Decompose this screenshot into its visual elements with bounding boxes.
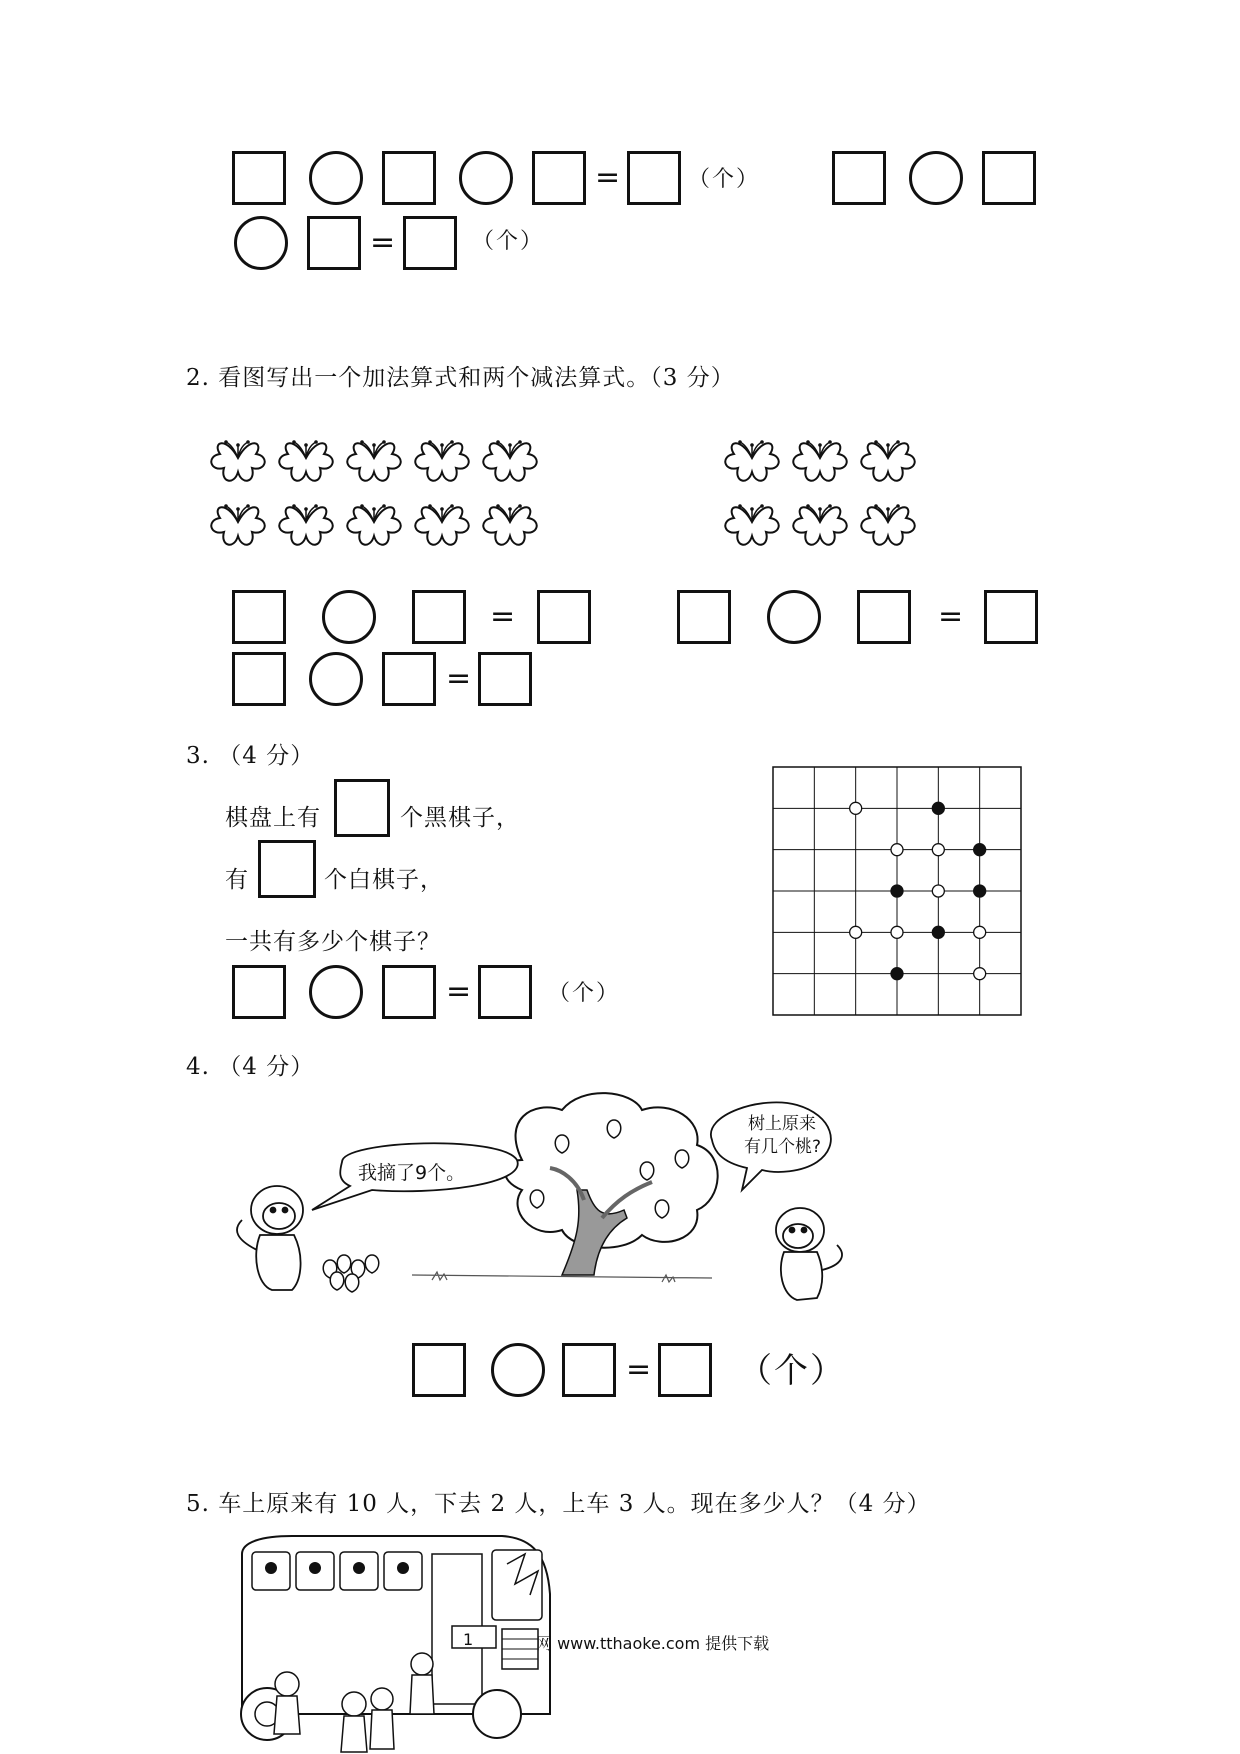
white-stone: [974, 968, 986, 980]
flower-group-left: [208, 428, 548, 568]
answer-box[interactable]: [677, 590, 731, 644]
black-stone: [891, 885, 903, 897]
answer-box[interactable]: [857, 590, 911, 644]
bus-number: 1: [463, 1630, 474, 1649]
white-stone: [891, 844, 903, 856]
speech-bubble-left: 我摘了9个。: [358, 1162, 466, 1184]
answer-box[interactable]: [382, 965, 436, 1019]
answer-box[interactable]: [532, 151, 586, 205]
answer-box[interactable]: [478, 652, 532, 706]
answer-box[interactable]: [232, 652, 286, 706]
answer-box[interactable]: [537, 590, 591, 644]
answer-box[interactable]: [984, 590, 1038, 644]
question-4-title: 4. （4 分）: [186, 1054, 315, 1080]
answer-box[interactable]: [232, 965, 286, 1019]
white-stone: [932, 885, 944, 897]
white-stone: [891, 926, 903, 938]
q3-line2-suffix: 个白棋子，: [324, 867, 444, 893]
q3-line2-text: 有: [225, 867, 249, 893]
speech-bubble-right-line1: 树上原来: [748, 1114, 816, 1134]
answer-box[interactable]: [403, 216, 457, 270]
answer-box[interactable]: [562, 1343, 616, 1397]
q3-line3-text: 一共有多少个棋子？: [225, 929, 441, 955]
operator-circle[interactable]: [767, 590, 821, 644]
question-3-title: 3. （4 分）: [186, 743, 315, 769]
unit-label: （个）: [738, 1351, 846, 1391]
question-2-title: 2. 看图写出一个加法算式和两个减法算式。（3 分）: [186, 365, 735, 391]
equals-sign: =: [595, 160, 621, 195]
white-stone: [974, 926, 986, 938]
speech-bubble-right-line2: 有几个桃?: [744, 1137, 822, 1157]
equals-sign: =: [626, 1352, 652, 1387]
answer-box[interactable]: [412, 590, 466, 644]
black-stone: [974, 885, 986, 897]
answer-box[interactable]: [382, 652, 436, 706]
question-5-title: 5. 车上原来有 10 人，下去 2 人，上车 3 人。现在多少人？（4 分）: [186, 1491, 931, 1517]
white-stone: [850, 926, 862, 938]
answer-box[interactable]: [232, 590, 286, 644]
operator-circle[interactable]: [309, 652, 363, 706]
black-stone: [891, 968, 903, 980]
answer-box[interactable]: [832, 151, 886, 205]
black-stone: [932, 802, 944, 814]
black-stone: [974, 844, 986, 856]
answer-box[interactable]: [478, 965, 532, 1019]
answer-box[interactable]: [382, 151, 436, 205]
answer-box[interactable]: [232, 151, 286, 205]
answer-box[interactable]: [412, 1343, 466, 1397]
chessboard: [773, 767, 1021, 1015]
q3-line1-text: 棋盘上有: [225, 805, 321, 831]
equals-sign: =: [490, 599, 516, 634]
operator-circle[interactable]: [491, 1343, 545, 1397]
operator-circle[interactable]: [309, 151, 363, 205]
white-count-box[interactable]: [258, 840, 316, 898]
flower-group-right: [722, 428, 932, 568]
operator-circle[interactable]: [322, 590, 376, 644]
operator-circle[interactable]: [909, 151, 963, 205]
unit-label: （个）: [472, 229, 545, 254]
q3-line1-suffix: 个黑棋子，: [400, 805, 520, 831]
equals-sign: =: [370, 225, 396, 260]
black-count-box[interactable]: [334, 779, 390, 837]
answer-box[interactable]: [658, 1343, 712, 1397]
equals-sign: =: [446, 974, 472, 1009]
answer-box[interactable]: [307, 216, 361, 270]
operator-circle[interactable]: [309, 965, 363, 1019]
operator-circle[interactable]: [234, 216, 288, 270]
operator-circle[interactable]: [459, 151, 513, 205]
unit-label: （个）: [688, 167, 761, 192]
bus-illustration: [232, 1534, 572, 1754]
equals-sign: =: [938, 599, 964, 634]
answer-box[interactable]: [627, 151, 681, 205]
answer-box[interactable]: [982, 151, 1036, 205]
unit-label: （个）: [548, 981, 621, 1006]
watermark-text: 网 www.tthaoke.com 提供下载: [536, 1634, 770, 1653]
equals-sign: =: [446, 661, 472, 696]
white-stone: [932, 844, 944, 856]
white-stone: [850, 802, 862, 814]
black-stone: [932, 926, 944, 938]
